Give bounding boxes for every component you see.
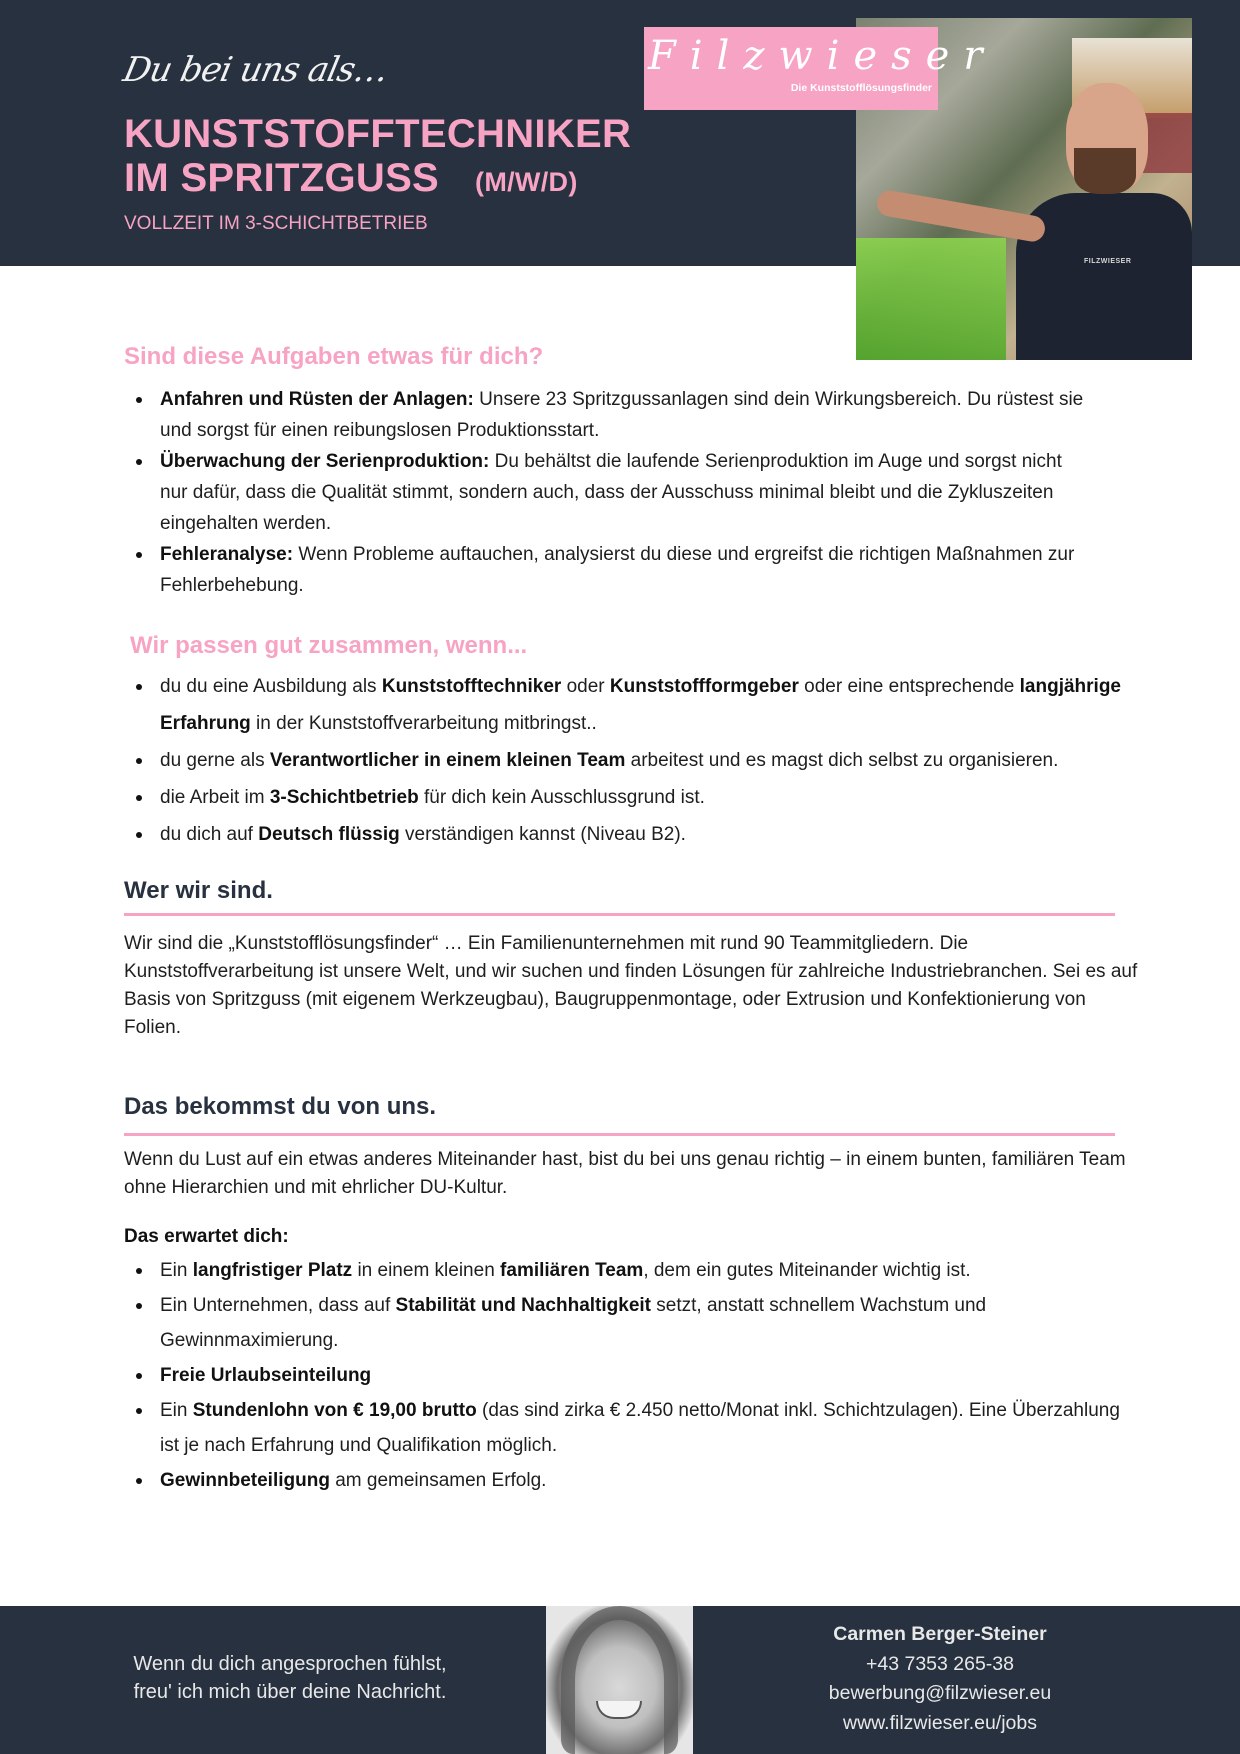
photo-machine: [856, 238, 1006, 360]
item-text: Du behältst die laufende Serienproduktion im Auge und sorgst nicht nur dafür, dass die Qualität stimmt, sondern auch, dass der Ausschuss minimal bleibt und die Zykluszeiten eingehalten werden.: [160, 451, 1062, 534]
item-bold: Anfahren und Rüsten der Anlagen:: [160, 389, 474, 410]
item-bold: Verantwortlicher in einem kleinen Team: [269, 750, 626, 771]
offer-divider: [124, 1133, 1115, 1136]
item-text: , dem ein gutes Miteinander wichtig ist.: [643, 1260, 971, 1281]
item-bold: Stabilität und Nachhaltigkeit: [395, 1295, 652, 1316]
job-title-line2-wrap: [124, 156, 631, 204]
offer-list: [124, 1253, 1124, 1498]
fit-list: [124, 668, 1144, 853]
item-bold: langjährige Erfahrung: [160, 676, 1121, 734]
item-text: Unsere 23 Spritzgussanlagen sind dein Wirkungsbereich. Du rüstest sie und sorgst für einen reibungslosen Produktionsstart.: [160, 389, 1084, 441]
tasks-list: [124, 384, 1084, 601]
job-title: [124, 112, 631, 204]
job-subtitle: VOLLZEIT IM 3-SCHICHTBETRIEB: [124, 213, 428, 234]
photo-shirt-logo: FILZWIESER: [1084, 258, 1132, 265]
contact-email[interactable]: bewerbung@filzwieser.eu: [828, 1682, 1052, 1704]
item-text: arbeitest und es magst dich selbst zu organisieren.: [625, 750, 1059, 771]
item-bold: Gewinnbeteiligung: [160, 1470, 330, 1491]
contact-phone[interactable]: +43 7353 265-38: [865, 1652, 1014, 1675]
item-bold: Stundenlohn von € 19,00 brutto: [192, 1400, 477, 1421]
contact-photo: [546, 1606, 693, 1754]
item-text: oder: [561, 676, 610, 697]
list-item: [124, 1253, 1124, 1288]
item-bold: langfristiger Platz: [192, 1260, 353, 1281]
logo-tagline: Die Kunststofflösungsfinder: [790, 82, 932, 94]
list-item: [124, 1358, 1124, 1393]
item-bold: Kunststofftechniker: [381, 676, 562, 697]
item-bold: Deutsch flüssig: [258, 824, 400, 845]
item-bold: familiären Team: [500, 1260, 644, 1281]
job-title-line2: IM SPRITZGUSS: [124, 156, 440, 200]
list-item: [124, 1288, 1124, 1358]
item-bold: Kunststoffformgeber: [609, 676, 799, 697]
list-item: [124, 384, 1084, 446]
item-bold: 3-Schichtbetrieb: [269, 787, 419, 808]
item-text: in der Kunststoffverarbeitung mitbringst..: [250, 713, 597, 734]
item-text: du gerne als: [160, 750, 270, 771]
photo-person-body: [1016, 193, 1192, 360]
list-item: [124, 742, 1144, 779]
list-item: [124, 539, 1084, 601]
company-logo: [644, 27, 997, 110]
item-text: Wenn Probleme auftauchen, analysierst du diese und ergreifst die richtigen Maßnahmen zur Fehlerbehebung.: [160, 544, 1075, 596]
offer-intro: Wenn du Lust auf ein etwas anderes Miteinander hast, bist du bei uns genau richtig – in einem bunten, familiären Team ohne Hierarchien und mit ehrlicher DU-Kultur.: [124, 1149, 1126, 1198]
list-item: [124, 446, 1084, 539]
job-title-line1: KUNSTSTOFFTECHNIKER: [124, 112, 632, 156]
photo-person-beard: [1074, 148, 1136, 194]
contact-website[interactable]: www.filzwieser.eu/jobs: [843, 1711, 1037, 1734]
contact-info: [760, 1620, 1120, 1738]
item-text: setzt, anstatt schnellem Wachstum und Gewinnmaximierung.: [160, 1295, 987, 1351]
item-text: verständigen kannst (Niveau B2).: [399, 824, 686, 845]
item-bold: Fehleranalyse:: [160, 544, 294, 565]
footer: [0, 1606, 1240, 1754]
item-text: du du eine Ausbildung als: [160, 676, 382, 697]
about-heading: Wer wir sind.: [124, 877, 273, 904]
fit-heading: Wir passen gut zusammen, wenn...: [130, 632, 528, 659]
list-item: [124, 779, 1144, 816]
item-text: in einem kleinen: [352, 1260, 501, 1281]
header-tagline: Du bei uns als…: [119, 50, 392, 90]
contact-name: Carmen Berger-Steiner: [833, 1623, 1047, 1645]
list-item: [124, 1463, 1124, 1498]
footer-cta-line2: freu' ich mich über deine Nachricht.: [133, 1681, 447, 1703]
item-text: die Arbeit im: [160, 787, 270, 808]
item-text: Ein: [160, 1260, 193, 1281]
footer-cta: [100, 1650, 480, 1706]
item-bold: Überwachung der Serienproduktion:: [160, 451, 490, 472]
list-item: [124, 1393, 1124, 1463]
item-text: Ein: [160, 1400, 193, 1421]
footer-cta-line1: Wenn du dich angesprochen fühlst,: [133, 1653, 447, 1675]
item-text: oder eine entsprechende: [798, 676, 1020, 697]
item-text: für dich kein Ausschlussgrund ist.: [418, 787, 705, 808]
item-text: Ein Unternehmen, dass auf: [160, 1295, 396, 1316]
list-item: [124, 668, 1144, 742]
item-bold: Freie Urlaubseinteilung: [160, 1365, 372, 1386]
logo-wordmark: Filzwieser: [648, 33, 997, 79]
item-text: (das sind zirka € 2.450 netto/Monat inkl. Schichtzulagen). Eine Überzahlung ist je nach Erfahrung und Qualifikation möglich.: [160, 1400, 1120, 1456]
offer-heading: Das bekommst du von uns.: [124, 1093, 437, 1120]
gender-note: (M/W/D): [475, 167, 578, 197]
photo-person-arm: [875, 188, 1047, 243]
contact-photo-hair: [561, 1606, 678, 1754]
list-item: [124, 816, 1144, 853]
about-divider: [124, 913, 1115, 916]
offer-subheading: Das erwartet dich:: [124, 1226, 289, 1247]
about-text: Wir sind die „Kunststofflösungsfinder“ … Ein Familienunternehmen mit rund 90 Teammitgliedern. Die Kunststoffverarbeitung ist unsere Welt, und wir suchen und finden Lösungen für zahlreiche Industriebranchen. Sei es auf Basis von Spritzguss (mit eigenem Werkzeugbau), Baugruppenmontage, oder Extrusion und Konfektionierung von Folien.: [124, 933, 1138, 1038]
item-text: du dich auf: [160, 824, 259, 845]
tasks-heading: Sind diese Aufgaben etwas für dich?: [124, 343, 544, 370]
item-text: am gemeinsamen Erfolg.: [329, 1470, 547, 1491]
